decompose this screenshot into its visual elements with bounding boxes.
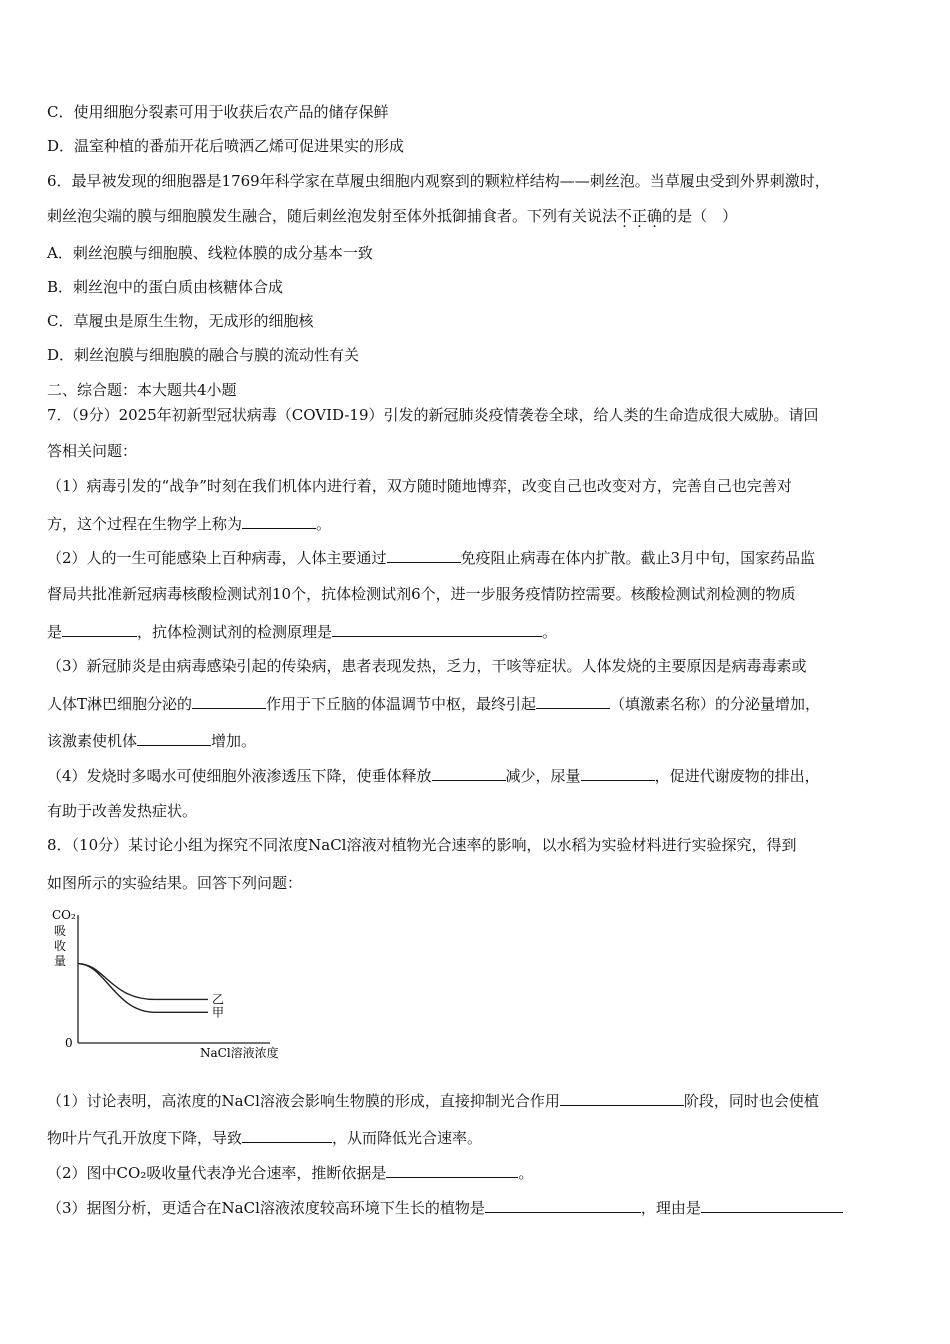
option-a: A．刺丝泡膜与细胞膜、线粒体膜的成分基本一致 bbox=[47, 244, 373, 262]
question-7-2-line3: 是 ，抗体检测试剂的检测原理是 。 bbox=[47, 623, 558, 641]
answer-blank[interactable] bbox=[701, 1198, 843, 1213]
co2-uptake-chart bbox=[50, 905, 290, 1065]
answer-blank[interactable] bbox=[387, 548, 461, 563]
y-axis-label bbox=[52, 908, 76, 968]
emphasis-char: 确 bbox=[647, 207, 663, 225]
question-7-line1: 7．（9分）2025年初新型冠状病毒（COVID-19）引发的新冠肺炎疫情袭卷全球，给人类的生命造成很大威胁。请回 bbox=[47, 406, 819, 424]
question-6-line1: 6．最早被发现的细胞器是1769年科学家在草履虫细胞内观察到的颗粒样结构——刺丝泡。当草履虫受到外界刺激时， bbox=[47, 172, 830, 190]
question-8-3: （3）据图分析，更适合在NaCl溶液浓度较高环境下生长的植物是 ，理由是 bbox=[47, 1198, 843, 1217]
question-7-line2: 答相关问题： bbox=[47, 442, 138, 460]
question-8-line1: 8．（10分）某讨论小组为探究不同浓度NaCl溶液对植物光合速率的影响，以水稻为实验材料进行实验探究，得到 bbox=[47, 836, 797, 854]
option-c-prev: C．使用细胞分裂素可用于收获后农产品的储存保鲜 bbox=[47, 103, 389, 121]
answer-blank[interactable] bbox=[62, 622, 137, 637]
answer-blank[interactable] bbox=[386, 1163, 518, 1178]
y-label-char1: 吸 bbox=[54, 924, 67, 938]
answer-blank[interactable] bbox=[332, 622, 542, 637]
y-label-char3: 量 bbox=[54, 954, 67, 968]
answer-blank[interactable] bbox=[242, 1128, 332, 1143]
answer-blank[interactable] bbox=[432, 766, 506, 781]
option-d-prev: D．温室种植的番茄开花后喷洒乙烯可促进果实的形成 bbox=[47, 137, 405, 155]
question-7-1-line2: 方，这个过程在生物学上称为 。 bbox=[47, 515, 332, 533]
series-label-2: 甲 bbox=[212, 1005, 225, 1020]
option-c: C．草履虫是原生生物，无成形的细胞核 bbox=[47, 312, 314, 330]
question-8-1-line1: （1）讨论表明，高浓度的NaCl溶液会影响生物膜的形成，直接抑制光合作用 阶段，同时也会使植 bbox=[47, 1092, 819, 1110]
question-8-1-line2: 物叶片气孔开放度下降，导致 ，从而降低光合速率。 bbox=[47, 1129, 483, 1147]
question-7-3-line3: 该激素使机体 增加。 bbox=[47, 732, 257, 750]
answer-blank[interactable] bbox=[560, 1091, 684, 1106]
y-label-co2: CO₂ bbox=[52, 908, 76, 922]
question-7-4-line2: 有助于改善发热症状。 bbox=[47, 802, 198, 820]
x-axis-label: NaCl溶液浓度 bbox=[200, 1046, 279, 1060]
answer-blank[interactable] bbox=[581, 766, 655, 781]
question-7-2-line2: 督局共批准新冠病毒核酸检测试剂10个，抗体检测试剂6个，进一步服务疫情防控需要。核酸检测试剂检测的物质 bbox=[47, 585, 796, 603]
origin-label: 0 bbox=[65, 1036, 73, 1050]
answer-blank[interactable] bbox=[137, 731, 211, 746]
series-layer bbox=[78, 964, 224, 1020]
question-7-1-line1: （1）病毒引发的“战争”时刻在我们机体内进行着，双方随时随地博弈，改变自己也改变对方，完善自己也完善对 bbox=[47, 477, 792, 495]
question-8-2: （2）图中CO₂吸收量代表净光合速率，推断依据是 。 bbox=[47, 1164, 534, 1182]
emphasis-char: 不 bbox=[617, 207, 633, 225]
question-6-line2: 刺丝泡尖端的膜与细胞膜发生融合，随后刺丝泡发射至体外抵御捕食者。下列有关说法不正确的是（ ） bbox=[47, 207, 738, 225]
section-heading: 二、综合题：本大题共4小题 bbox=[47, 381, 237, 399]
series-line-1 bbox=[78, 964, 208, 1000]
answer-blank[interactable] bbox=[485, 1198, 641, 1213]
emphasis-char: 正 bbox=[632, 207, 648, 225]
answer-blank[interactable] bbox=[536, 694, 610, 709]
y-label-char2: 收 bbox=[54, 939, 67, 953]
question-7-2-line1: （2）人的一生可能感染上百种病毒，人体主要通过 免疫阻止病毒在体内扩散。截止3月中旬，国家药品监 bbox=[47, 549, 816, 567]
option-d: D．刺丝泡膜与细胞膜的融合与膜的流动性有关 bbox=[47, 346, 360, 364]
series-label-1: 乙 bbox=[212, 992, 225, 1007]
question-7-3-line1: （3）新冠肺炎是由病毒感染引起的传染病，患者表现发热，乏力，干咳等症状。人体发烧的主要原因是病毒毒素或 bbox=[47, 657, 807, 675]
question-8-line2: 如图所示的实验结果。回答下列问题： bbox=[47, 874, 303, 892]
answer-blank[interactable] bbox=[192, 694, 266, 709]
option-b: B．刺丝泡中的蛋白质由核糖体合成 bbox=[47, 278, 284, 296]
question-7-4-line1: （4）发烧时多喝水可使细胞外液渗透压下降，使垂体释放 减少，尿量 ，促进代谢废物的排出， bbox=[47, 767, 820, 785]
answer-blank[interactable] bbox=[242, 514, 316, 529]
question-7-3-line2: 人体T淋巴细胞分泌的 作用于下丘脑的体温调节中枢，最终引起 （填激素名称）的分泌量增加， bbox=[47, 695, 821, 713]
